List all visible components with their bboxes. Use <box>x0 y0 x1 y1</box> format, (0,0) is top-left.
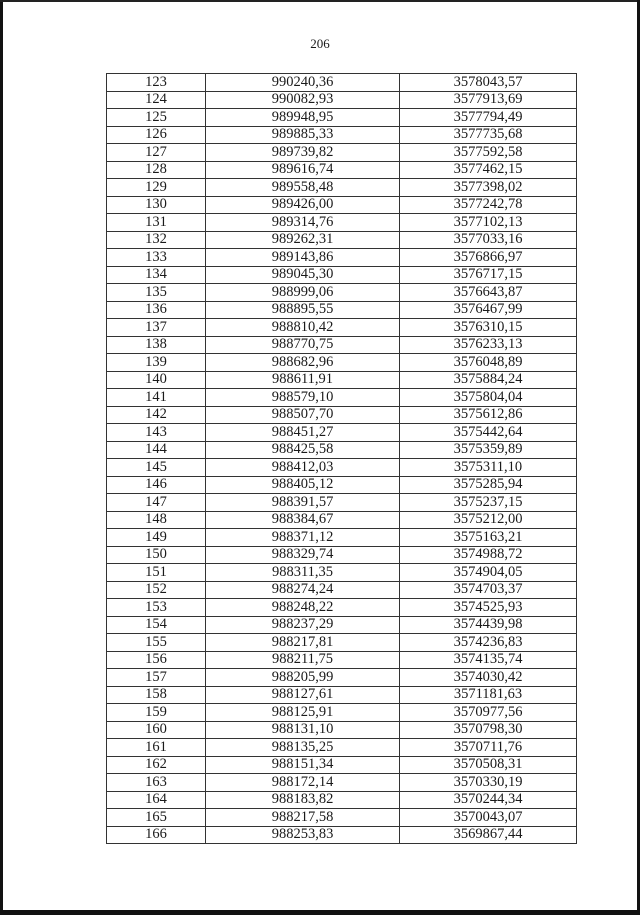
y-coordinate-cell: 3576866,97 <box>400 249 577 267</box>
x-coordinate-cell: 988770,75 <box>206 336 400 354</box>
point-number-cell: 159 <box>107 704 206 722</box>
x-coordinate-cell: 988810,42 <box>206 319 400 337</box>
y-coordinate-cell: 3574703,37 <box>400 581 577 599</box>
point-number-cell: 149 <box>107 529 206 547</box>
point-number-cell: 138 <box>107 336 206 354</box>
table-row <box>107 179 577 197</box>
point-number-cell: 161 <box>107 739 206 757</box>
table-row <box>107 406 577 424</box>
table-row <box>107 616 577 634</box>
point-number-cell: 157 <box>107 669 206 687</box>
table-row <box>107 74 577 92</box>
x-coordinate-cell: 988135,25 <box>206 739 400 757</box>
y-coordinate-cell: 3576048,89 <box>400 354 577 372</box>
point-number-cell: 162 <box>107 756 206 774</box>
table-row <box>107 476 577 494</box>
table-row <box>107 301 577 319</box>
y-coordinate-cell: 3577735,68 <box>400 126 577 144</box>
table-row <box>107 651 577 669</box>
x-coordinate-cell: 988217,81 <box>206 634 400 652</box>
table-row <box>107 686 577 704</box>
x-coordinate-cell: 988371,12 <box>206 529 400 547</box>
point-number-cell: 146 <box>107 476 206 494</box>
x-coordinate-cell: 989045,30 <box>206 266 400 284</box>
table-row <box>107 511 577 529</box>
x-coordinate-cell: 988405,12 <box>206 476 400 494</box>
x-coordinate-cell: 988127,61 <box>206 686 400 704</box>
table-row <box>107 809 577 827</box>
x-coordinate-cell: 988391,57 <box>206 494 400 512</box>
x-coordinate-cell: 988579,10 <box>206 389 400 407</box>
y-coordinate-cell: 3575612,86 <box>400 406 577 424</box>
point-number-cell: 160 <box>107 721 206 739</box>
y-coordinate-cell: 3574988,72 <box>400 546 577 564</box>
point-number-cell: 123 <box>107 74 206 92</box>
x-coordinate-cell: 988507,70 <box>206 406 400 424</box>
point-number-cell: 156 <box>107 651 206 669</box>
point-number-cell: 147 <box>107 494 206 512</box>
table-row <box>107 529 577 547</box>
point-number-cell: 125 <box>107 109 206 127</box>
y-coordinate-cell: 3570330,19 <box>400 774 577 792</box>
point-number-cell: 158 <box>107 686 206 704</box>
table-row <box>107 739 577 757</box>
point-number-cell: 141 <box>107 389 206 407</box>
x-coordinate-cell: 988274,24 <box>206 581 400 599</box>
point-number-cell: 145 <box>107 459 206 477</box>
table-row <box>107 564 577 582</box>
table-row <box>107 634 577 652</box>
x-coordinate-cell: 988237,29 <box>206 616 400 634</box>
table-row <box>107 546 577 564</box>
y-coordinate-cell: 3571181,63 <box>400 686 577 704</box>
table-row <box>107 214 577 232</box>
y-coordinate-cell: 3575237,15 <box>400 494 577 512</box>
y-coordinate-cell: 3576310,15 <box>400 319 577 337</box>
x-coordinate-cell: 988451,27 <box>206 424 400 442</box>
y-coordinate-cell: 3576467,99 <box>400 301 577 319</box>
y-coordinate-cell: 3578043,57 <box>400 74 577 92</box>
point-number-cell: 165 <box>107 809 206 827</box>
page-number: 206 <box>310 36 330 51</box>
table-row <box>107 599 577 617</box>
scan-border-left <box>0 0 3 915</box>
y-coordinate-cell: 3575442,64 <box>400 424 577 442</box>
x-coordinate-cell: 988211,75 <box>206 651 400 669</box>
x-coordinate-cell: 988999,06 <box>206 284 400 302</box>
x-coordinate-cell: 989262,31 <box>206 231 400 249</box>
x-coordinate-cell: 989558,48 <box>206 179 400 197</box>
coordinates-table-body <box>107 74 577 844</box>
x-coordinate-cell: 988151,34 <box>206 756 400 774</box>
y-coordinate-cell: 3574525,93 <box>400 599 577 617</box>
x-coordinate-cell: 988329,74 <box>206 546 400 564</box>
table-row <box>107 774 577 792</box>
x-coordinate-cell: 989948,95 <box>206 109 400 127</box>
x-coordinate-cell: 988412,03 <box>206 459 400 477</box>
table-row <box>107 791 577 809</box>
y-coordinate-cell: 3574904,05 <box>400 564 577 582</box>
point-number-cell: 151 <box>107 564 206 582</box>
table-row <box>107 354 577 372</box>
table-row <box>107 249 577 267</box>
y-coordinate-cell: 3577102,13 <box>400 214 577 232</box>
y-coordinate-cell: 3576233,13 <box>400 336 577 354</box>
table-row <box>107 494 577 512</box>
y-coordinate-cell: 3570977,56 <box>400 704 577 722</box>
y-coordinate-cell: 3574030,42 <box>400 669 577 687</box>
point-number-cell: 132 <box>107 231 206 249</box>
point-number-cell: 130 <box>107 196 206 214</box>
y-coordinate-cell: 3570508,31 <box>400 756 577 774</box>
point-number-cell: 152 <box>107 581 206 599</box>
point-number-cell: 155 <box>107 634 206 652</box>
y-coordinate-cell: 3570043,07 <box>400 809 577 827</box>
x-coordinate-cell: 988682,96 <box>206 354 400 372</box>
x-coordinate-cell: 988311,35 <box>206 564 400 582</box>
y-coordinate-cell: 3577462,15 <box>400 161 577 179</box>
point-number-cell: 164 <box>107 791 206 809</box>
point-number-cell: 124 <box>107 91 206 109</box>
table-row <box>107 126 577 144</box>
x-coordinate-cell: 989739,82 <box>206 144 400 162</box>
point-number-cell: 139 <box>107 354 206 372</box>
x-coordinate-cell: 990240,36 <box>206 74 400 92</box>
point-number-cell: 126 <box>107 126 206 144</box>
y-coordinate-cell: 3575285,94 <box>400 476 577 494</box>
table-row <box>107 459 577 477</box>
y-coordinate-cell: 3575884,24 <box>400 371 577 389</box>
x-coordinate-cell: 989426,00 <box>206 196 400 214</box>
x-coordinate-cell: 988205,99 <box>206 669 400 687</box>
y-coordinate-cell: 3577794,49 <box>400 109 577 127</box>
point-number-cell: 148 <box>107 511 206 529</box>
table-row <box>107 441 577 459</box>
point-number-cell: 140 <box>107 371 206 389</box>
point-number-cell: 153 <box>107 599 206 617</box>
table-row <box>107 371 577 389</box>
x-coordinate-cell: 989314,76 <box>206 214 400 232</box>
point-number-cell: 143 <box>107 424 206 442</box>
point-number-cell: 135 <box>107 284 206 302</box>
point-number-cell: 142 <box>107 406 206 424</box>
y-coordinate-cell: 3575311,10 <box>400 459 577 477</box>
table-row <box>107 91 577 109</box>
point-number-cell: 134 <box>107 266 206 284</box>
y-coordinate-cell: 3575804,04 <box>400 389 577 407</box>
point-number-cell: 128 <box>107 161 206 179</box>
point-number-cell: 133 <box>107 249 206 267</box>
x-coordinate-cell: 988895,55 <box>206 301 400 319</box>
point-number-cell: 127 <box>107 144 206 162</box>
scan-border-bottom <box>0 910 640 915</box>
point-number-cell: 136 <box>107 301 206 319</box>
x-coordinate-cell: 988611,91 <box>206 371 400 389</box>
x-coordinate-cell: 988172,14 <box>206 774 400 792</box>
x-coordinate-cell: 988384,67 <box>206 511 400 529</box>
x-coordinate-cell: 988183,82 <box>206 791 400 809</box>
table-row <box>107 109 577 127</box>
point-number-cell: 166 <box>107 826 206 844</box>
point-number-cell: 137 <box>107 319 206 337</box>
y-coordinate-cell: 3577242,78 <box>400 196 577 214</box>
x-coordinate-cell: 988131,10 <box>206 721 400 739</box>
y-coordinate-cell: 3577913,69 <box>400 91 577 109</box>
point-number-cell: 154 <box>107 616 206 634</box>
x-coordinate-cell: 990082,93 <box>206 91 400 109</box>
table-row <box>107 266 577 284</box>
y-coordinate-cell: 3575212,00 <box>400 511 577 529</box>
y-coordinate-cell: 3575359,89 <box>400 441 577 459</box>
scan-border-top <box>0 0 640 2</box>
point-number-cell: 163 <box>107 774 206 792</box>
y-coordinate-cell: 3577592,58 <box>400 144 577 162</box>
y-coordinate-cell: 3577033,16 <box>400 231 577 249</box>
point-number-cell: 144 <box>107 441 206 459</box>
table-row <box>107 756 577 774</box>
y-coordinate-cell: 3574439,98 <box>400 616 577 634</box>
table-row <box>107 669 577 687</box>
table-row <box>107 721 577 739</box>
table-row <box>107 144 577 162</box>
x-coordinate-cell: 988217,58 <box>206 809 400 827</box>
x-coordinate-cell: 988425,58 <box>206 441 400 459</box>
x-coordinate-cell: 988248,22 <box>206 599 400 617</box>
table-row <box>107 231 577 249</box>
y-coordinate-cell: 3569867,44 <box>400 826 577 844</box>
x-coordinate-cell: 989885,33 <box>206 126 400 144</box>
y-coordinate-cell: 3576643,87 <box>400 284 577 302</box>
table-row <box>107 826 577 844</box>
y-coordinate-cell: 3570711,76 <box>400 739 577 757</box>
x-coordinate-cell: 988253,83 <box>206 826 400 844</box>
y-coordinate-cell: 3570244,34 <box>400 791 577 809</box>
table-row <box>107 704 577 722</box>
table-row <box>107 424 577 442</box>
x-coordinate-cell: 989143,86 <box>206 249 400 267</box>
y-coordinate-cell: 3574236,83 <box>400 634 577 652</box>
table-row <box>107 319 577 337</box>
x-coordinate-cell: 989616,74 <box>206 161 400 179</box>
table-row <box>107 336 577 354</box>
point-number-cell: 131 <box>107 214 206 232</box>
y-coordinate-cell: 3574135,74 <box>400 651 577 669</box>
table-row <box>107 389 577 407</box>
point-number-cell: 150 <box>107 546 206 564</box>
y-coordinate-cell: 3577398,02 <box>400 179 577 197</box>
y-coordinate-cell: 3575163,21 <box>400 529 577 547</box>
table-row <box>107 196 577 214</box>
table-row <box>107 161 577 179</box>
y-coordinate-cell: 3576717,15 <box>400 266 577 284</box>
x-coordinate-cell: 988125,91 <box>206 704 400 722</box>
point-number-cell: 129 <box>107 179 206 197</box>
table-row <box>107 284 577 302</box>
y-coordinate-cell: 3570798,30 <box>400 721 577 739</box>
table-row <box>107 581 577 599</box>
coordinates-table <box>106 73 577 844</box>
